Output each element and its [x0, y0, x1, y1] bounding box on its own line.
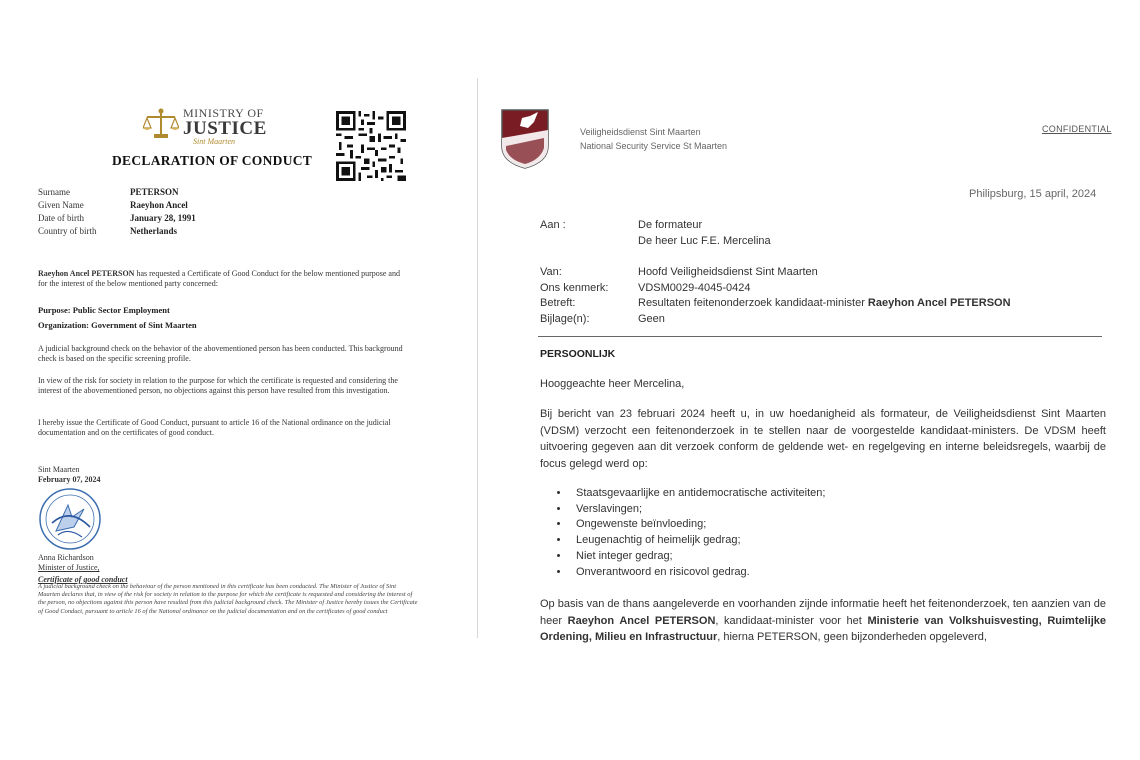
date-of-birth-label: Date of birth: [38, 213, 84, 223]
surname-label: Surname: [38, 187, 70, 197]
kenmerk-value: VDSM0029-4045-0424: [638, 282, 751, 294]
confidential-mark: CONFIDENTIAL: [1042, 124, 1112, 134]
given-name-label: Given Name: [38, 200, 84, 210]
footer-text: A judicial background check on the behaviour of the person mentioned in this certificate has been conducted. The Minister of Justice of Sint Maarten declares that, in view of the risk for society in relation to the purpose for which the certificate is requested and considering the interest of the person, no objections against this person have resulted from this judicial background check. The Minister of Justice hereby issues the Certificate of Good Conduct, pursuant to article 16 of the National ordinance on the judicial documentation and on the certificates of good conduct: [38, 583, 418, 615]
ministry-of-justice-logo-text: [183, 107, 267, 146]
sint-maarten-line: Sint Maarten: [193, 137, 235, 146]
organization-name: [580, 125, 727, 154]
list-item: • Leugenachtig of heimelijk gedrag;: [570, 533, 825, 549]
body-paragraph-1: Bij bericht van 23 februari 2024 heeft u, in uw hoedanigheid als formateur, de Veiligheidsdienst Sint Maarten (VDSM) verzocht een feitenonderzoek in te stellen naar de voorgestelde kandidaat-ministers. De VDSM heeft uitvoering gegeven aan dit verzoek conform de geldende wet- en regelgeving en interne beleidsregels, waarbij de focus gelegd werd op:: [540, 408, 1106, 470]
footer-title: Certificate of good conduct: [38, 575, 128, 584]
betreft-prefix: Resultaten feitenonderzoek kandidaat-minister: [638, 297, 865, 309]
aan-line-1: De formateur: [638, 219, 703, 231]
request-paragraph: [38, 269, 410, 290]
list-item: • Verslavingen;: [570, 502, 825, 518]
issue-date: February 07, 2024: [38, 475, 101, 484]
van-value: Hoofd Veiligheidsdienst Sint Maarten: [638, 266, 818, 278]
body-paragraph-2: [540, 596, 1106, 646]
organization-name-nl: Veiligheidsdienst Sint Maarten: [580, 127, 701, 137]
bijlage-value: Geen: [638, 313, 665, 325]
surname-value: PETERSON: [130, 187, 179, 197]
organization-line: Organization: Government of Sint Maarten: [38, 320, 197, 330]
country-of-birth-label: Country of birth: [38, 226, 97, 236]
given-name-value: Raeyhon Ancel: [130, 200, 188, 210]
official-seal-icon: [38, 487, 102, 551]
betreft-value: [638, 297, 1011, 309]
bijlage-label: Bijlage(n):: [540, 313, 590, 325]
signer-title: Minister of Justice,: [38, 563, 100, 572]
para2-ministry: Ministerie van Volkshuisvesting, Ruimtelijke Ordening, Milieu en Infrastructuur: [540, 614, 1106, 643]
organization-name-en: National Security Service St Maarten: [580, 141, 728, 152]
issue-paragraph: I hereby issue the Certificate of Good Conduct, pursuant to article 16 of the National ordinance on the judicial documentation and on the certificates of good conduct.: [38, 418, 391, 438]
betreft-name: Raeyhon Ancel PETERSON: [867, 297, 1011, 309]
header-rule: [538, 336, 1102, 337]
place: Sint Maarten: [38, 465, 80, 474]
document-title: DECLARATION OF CONDUCT: [112, 153, 313, 168]
para2-a: Op basis van de thans aangeleverde en voorhanden zijnde informatie heeft het feitenonderzoek, ten aanzien van de heer: [540, 598, 1106, 627]
letter-date: Philipsburg, 15 april, 2024: [969, 188, 1097, 200]
list-item: • Onverantwoord en risicovol gedrag.: [570, 565, 825, 581]
qr-code: [336, 111, 406, 181]
justice-line: JUSTICE: [183, 118, 267, 139]
aan-line-2: De heer Luc F.E. Mercelina: [638, 235, 771, 247]
vdsm-shield-icon: [500, 108, 550, 170]
background-check-paragraph: A judicial background check on the behavior of the abovementioned person has been conducted. This background check is based on the specific screening profile.: [38, 344, 403, 364]
persoonlijk-heading: PERSOONLIJK: [540, 348, 616, 360]
purpose-line: Purpose: Public Sector Employment: [38, 305, 170, 315]
list-item: • Niet integer gedrag;: [570, 549, 825, 565]
declaration-of-conduct-document: [0, 0, 470, 760]
para2-c: , kandidaat-minister voor het: [715, 614, 862, 627]
list-item: • Staatsgevaarlijke en antidemocratische activiteiten;: [570, 486, 825, 502]
signer-name: Anna Richardson: [38, 553, 94, 562]
risk-paragraph: In view of the risk for society in relation to the purpose for which the certificate is requested and considering the interest of the abovementioned person, no objections against this person have resulted from this investigation.: [38, 376, 398, 396]
para2-name: Raeyhon Ancel PETERSON: [567, 614, 716, 627]
country-of-birth-value: Netherlands: [130, 226, 177, 236]
aan-label: Aan :: [540, 219, 566, 231]
kenmerk-label: Ons kenmerk:: [540, 282, 609, 294]
betreft-label: Betreft:: [540, 297, 576, 309]
vdsm-letter-document: [480, 0, 1140, 760]
date-of-birth-value: January 28, 1991: [130, 213, 196, 223]
list-item: • Ongewenste beïnvloeding;: [570, 517, 825, 533]
focus-list: [548, 486, 825, 580]
page-divider: [477, 78, 478, 638]
scales-of-justice-icon: [143, 108, 179, 142]
van-label: Van:: [540, 266, 562, 278]
ministry-line: MINISTRY OF: [183, 106, 264, 120]
request-text: has requested a Certificate of Good Conduct for the below mentioned purpose and for the interest of the below mentioned party concerned:: [38, 269, 400, 289]
salutation: Hooggeachte heer Mercelina,: [540, 378, 685, 390]
para2-e: , hierna PETERSON, geen bijzonderheden opgeleverd,: [717, 631, 987, 643]
request-name: Raeyhon Ancel PETERSON: [38, 269, 135, 278]
